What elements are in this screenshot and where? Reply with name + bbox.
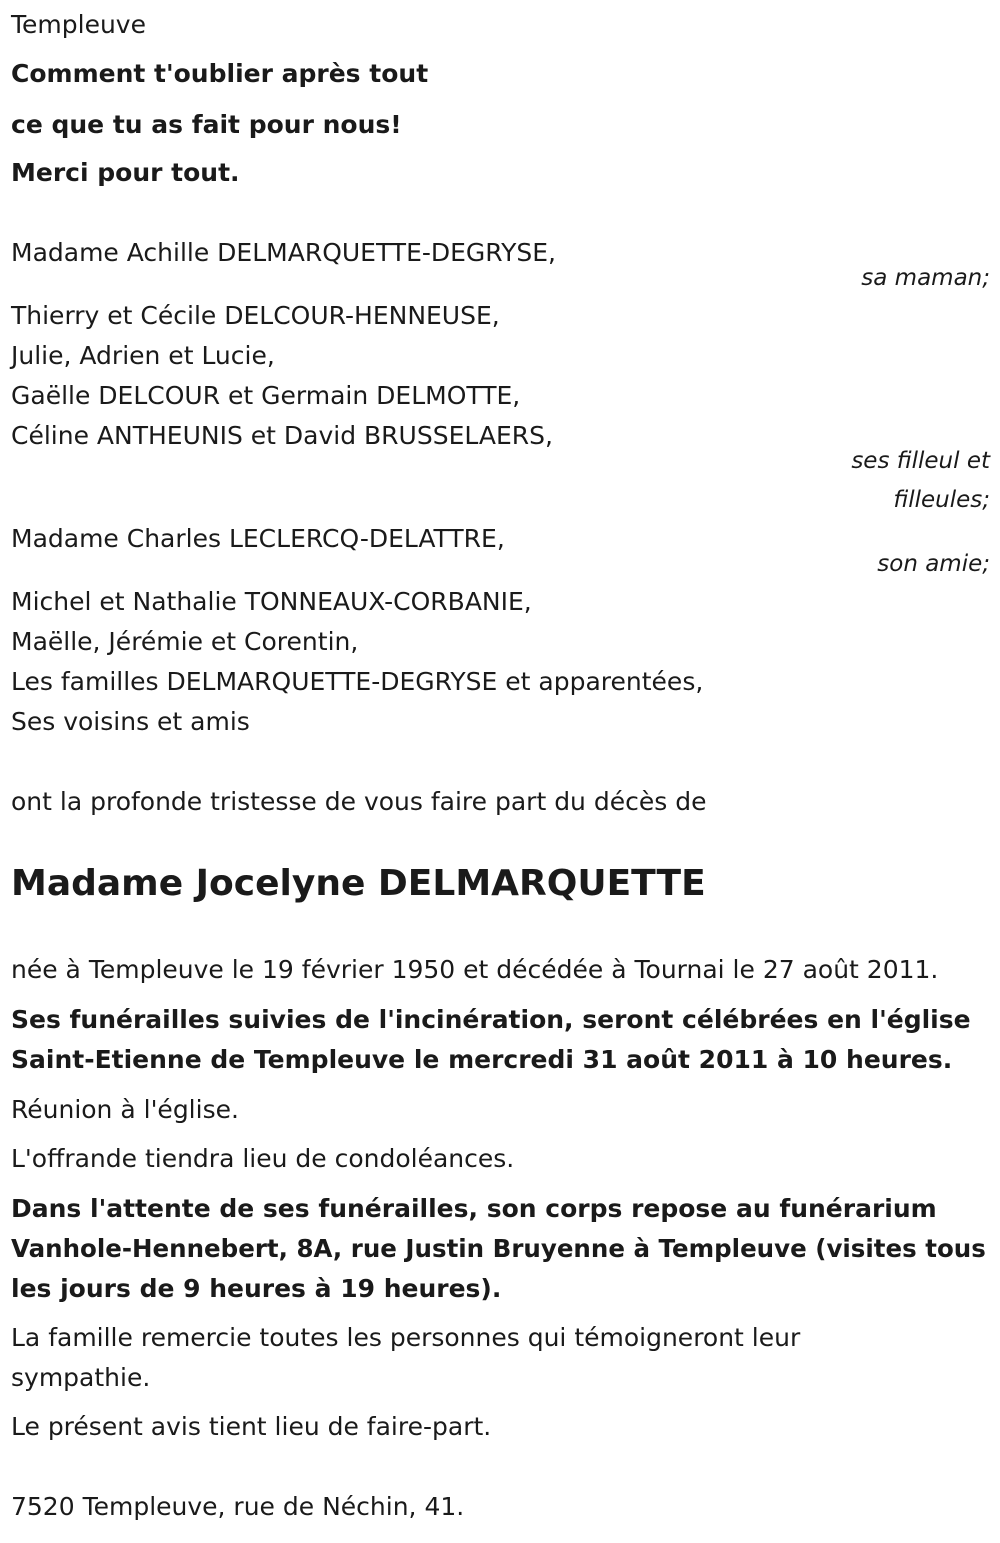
dates-text: née à Templeuve le 19 février 1950 et décédée à Tournai le 27 août 2011. <box>11 955 939 984</box>
others-line-3: Les familles DELMARQUETTE-DEGRYSE et apparentées, <box>11 667 704 696</box>
godchild-line-4: Céline ANTHEUNIS et David BRUSSELAERS, <box>11 421 553 450</box>
rest-line-1: Dans l'attente de ses funérailles, son corps repose au funérarium <box>11 1194 937 1223</box>
poem-line-2: ce que tu as fait pour nous! <box>11 110 402 139</box>
godchildren-role-2: filleules; <box>893 487 990 513</box>
godchild-line-1: Thierry et Cécile DELCOUR-HENNEUSE, <box>11 301 500 330</box>
place-heading: Templeuve <box>11 10 146 39</box>
godchildren-role-1: ses filleul et <box>851 448 990 474</box>
mother-role: sa maman; <box>861 265 990 291</box>
others-line-2: Maëlle, Jérémie et Corentin, <box>11 627 359 656</box>
godchild-line-3: Gaëlle DELCOUR et Germain DELMOTTE, <box>11 381 521 410</box>
poem-line-3: Merci pour tout. <box>11 158 240 187</box>
announcement-text: ont la profonde tristesse de vous faire part du décès de <box>11 787 707 816</box>
friend-role: son amie; <box>877 551 990 577</box>
rest-line-2: Vanhole-Hennebert, 8A, rue Justin Bruyenne à Templeuve (visites tous <box>11 1234 986 1263</box>
others-line-1: Michel et Nathalie TONNEAUX-CORBANIE, <box>11 587 532 616</box>
thanks-line-2: sympathie. <box>11 1363 151 1392</box>
friend-name: Madame Charles LECLERCQ-DELATTRE, <box>11 524 505 553</box>
meeting-text: Réunion à l'église. <box>11 1095 239 1124</box>
godchild-line-2: Julie, Adrien et Lucie, <box>11 341 275 370</box>
funeral-line-2: Saint-Etienne de Templeuve le mercredi 31 août 2011 à 10 heures. <box>11 1045 953 1074</box>
poem-line-1: Comment t'oublier après tout <box>11 59 429 88</box>
offering-text: L'offrande tiendra lieu de condoléances. <box>11 1144 515 1173</box>
mother-name: Madame Achille DELMARQUETTE-DEGRYSE, <box>11 238 556 267</box>
funeral-line-1: Ses funérailles suivies de l'incinération, seront célébrées en l'église <box>11 1005 971 1034</box>
notice-text: Le présent avis tient lieu de faire-part. <box>11 1412 492 1441</box>
others-line-4: Ses voisins et amis <box>11 707 250 736</box>
rest-line-3: les jours de 9 heures à 19 heures). <box>11 1274 502 1303</box>
thanks-line-1: La famille remercie toutes les personnes qui témoigneront leur <box>11 1323 801 1352</box>
address-text: 7520 Templeuve, rue de Néchin, 41. <box>11 1492 465 1521</box>
deceased-name: Madame Jocelyne DELMARQUETTE <box>11 863 706 904</box>
